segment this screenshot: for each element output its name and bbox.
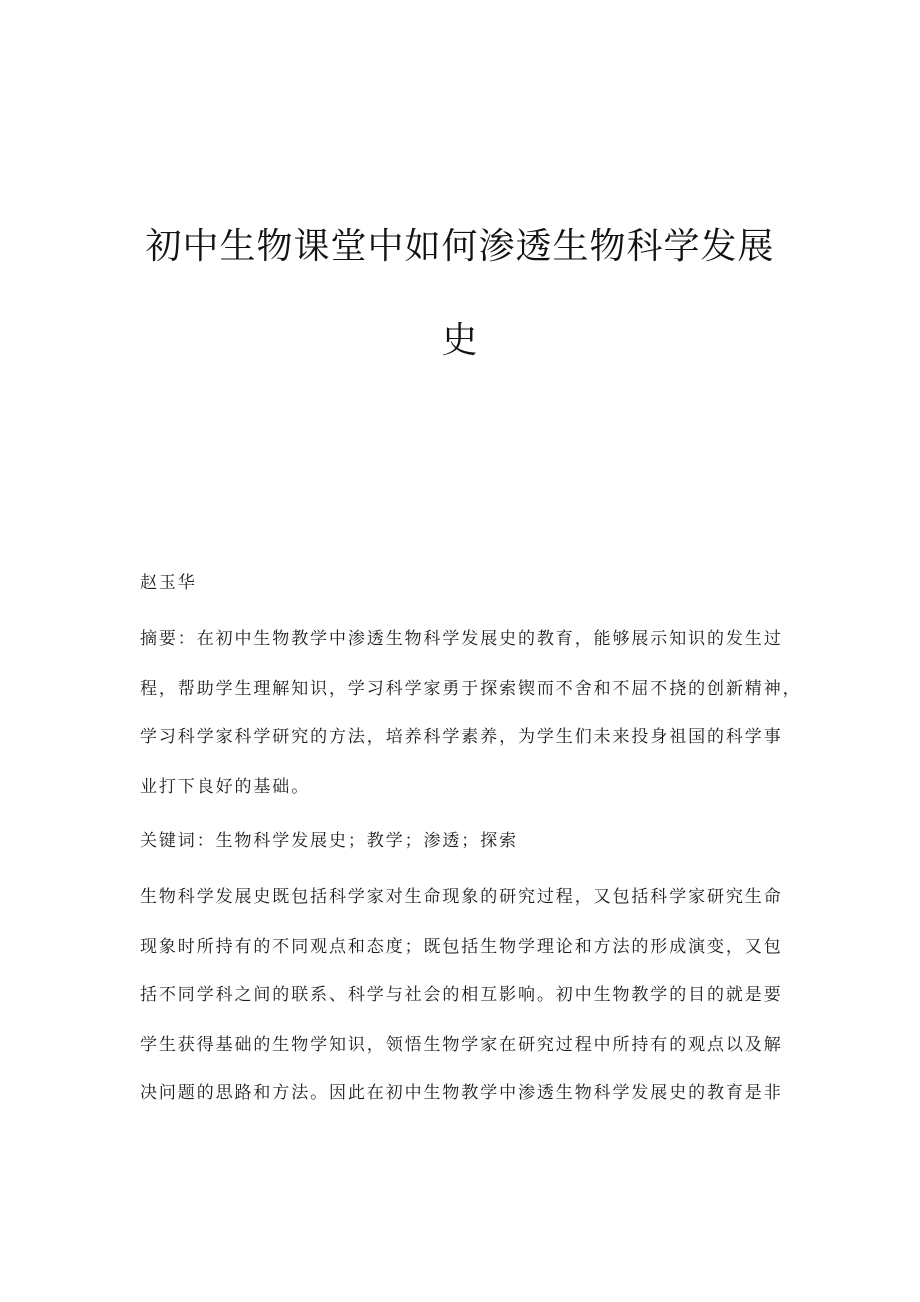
abstract-line-4: 业打下良好的基础。 bbox=[140, 777, 311, 797]
abstract-line-1: 摘要：在初中生物教学中渗透生物科学发展史的教育，能够展示知识的发生过 bbox=[140, 629, 783, 649]
author-name: 赵玉华 bbox=[140, 573, 197, 593]
body-line-2: 现象时所持有的不同观点和态度；既包括生物学理论和方法的形成演变，又包 bbox=[140, 937, 783, 957]
body-line-1: 生物科学发展史既包括科学家对生命现象的研究过程，又包括科学家研究生命 bbox=[140, 887, 783, 907]
body-line-3: 括不同学科之间的联系、科学与社会的相互影响。初中生物教学的目的就是要 bbox=[140, 985, 783, 1005]
body-line-4: 学生获得基础的生物学知识，领悟生物学家在研究过程中所持有的观点以及解 bbox=[140, 1035, 783, 1055]
abstract-line-2: 程，帮助学生理解知识，学习科学家勇于探索锲而不舍和不屈不挠的创新精神， bbox=[140, 679, 802, 699]
abstract-line-3: 学习科学家科学研究的方法，培养科学素养，为学生们未来投身祖国的科学事 bbox=[140, 727, 783, 747]
title-line-2: 史 bbox=[441, 320, 479, 361]
title-line-1: 初中生物课堂中如何渗透生物科学发展 bbox=[145, 226, 775, 267]
body-line-5: 决问题的思路和方法。因此在初中生物教学中渗透生物科学发展史的教育是非 bbox=[140, 1083, 783, 1103]
keywords-line: 关键词：生物科学发展史；教学；渗透；探索 bbox=[140, 831, 518, 851]
